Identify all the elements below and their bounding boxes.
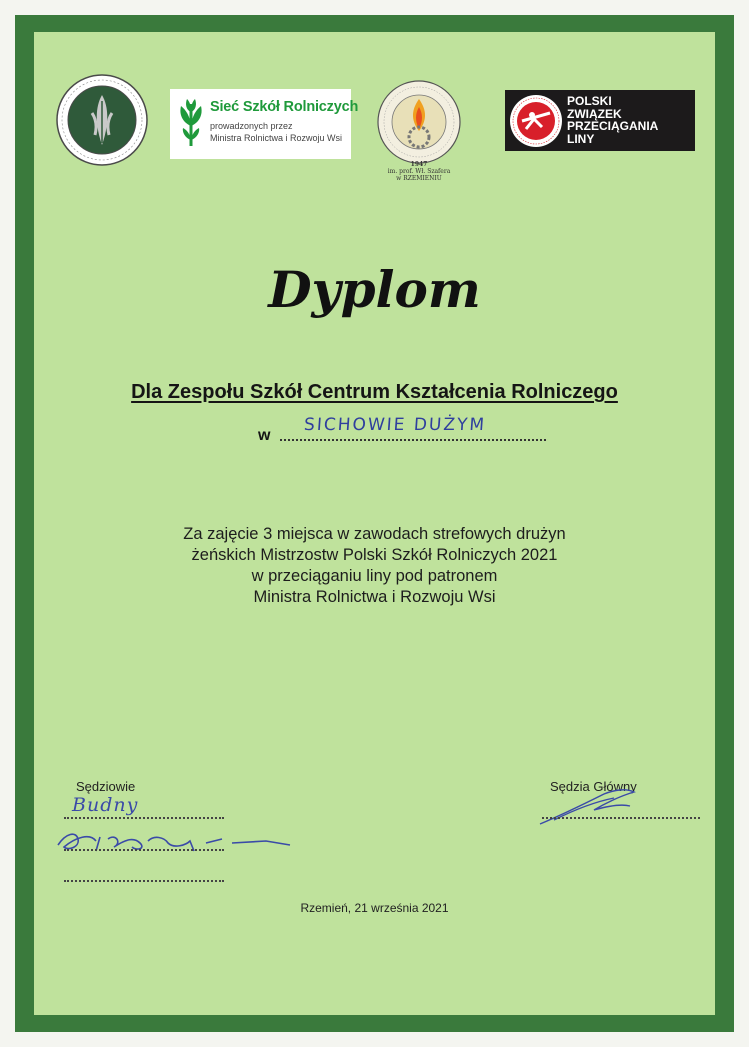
chief-judge-label: Sędzia Główny bbox=[550, 779, 637, 794]
location-dotted-line bbox=[280, 439, 546, 441]
location-line bbox=[258, 415, 558, 449]
chief-judge-dotted-line bbox=[542, 817, 700, 819]
body-line: żeńskich Mistrzostw Polski Szkół Rolniczych 2021 bbox=[191, 546, 558, 564]
diploma-title: Dyplom bbox=[268, 260, 481, 319]
body-line: Za zajęcie 3 miejsca w zawodach strefowych drużyn bbox=[183, 525, 566, 543]
judge3-dotted-line bbox=[64, 880, 224, 882]
pzpl-logo bbox=[505, 90, 695, 151]
school-seal-icon bbox=[376, 79, 462, 165]
body-line: Ministra Rolnictwa i Rozwoju Wsi bbox=[253, 588, 496, 606]
school-seal-caption: 1947 im. prof. Wł. Szafera w RZEMIENIU bbox=[387, 161, 451, 182]
judge2-signature bbox=[56, 827, 296, 857]
place-and-date: Rzemień, 21 września 2021 bbox=[300, 901, 449, 915]
chief-judge-signature bbox=[534, 784, 644, 828]
siec-title: Sieć Szkół Rolniczych bbox=[210, 99, 359, 115]
location-prefix: w bbox=[258, 427, 271, 444]
siec-szkol-logo bbox=[170, 89, 359, 159]
body-line: w przeciąganiu liny pod patronem bbox=[251, 567, 498, 585]
plant-icon bbox=[176, 96, 206, 148]
judge1-dotted-line bbox=[64, 817, 224, 819]
ministry-seal-icon bbox=[55, 73, 149, 167]
diploma-border bbox=[15, 15, 734, 1032]
tug-of-war-badge-icon bbox=[508, 93, 564, 149]
diploma-sheet bbox=[34, 32, 715, 1015]
pzpl-name: POLSKI ZWIĄZEK PRZECIĄGANIA LINY bbox=[567, 94, 659, 146]
diploma-body bbox=[34, 524, 715, 608]
recipient-name: Dla Zespołu Szkół Centrum Kształcenia Rolniczego bbox=[131, 381, 618, 403]
siec-subtitle: prowadzonych przez Ministra Rolnictwa i Rozwoju Wsi bbox=[210, 121, 343, 143]
judge2-dotted-line bbox=[64, 849, 224, 851]
location-handwritten: SICHOWIE DUŻYM bbox=[303, 415, 487, 435]
judges-label: Sędziowie bbox=[76, 779, 136, 794]
judge1-signature: Budny bbox=[72, 794, 139, 816]
